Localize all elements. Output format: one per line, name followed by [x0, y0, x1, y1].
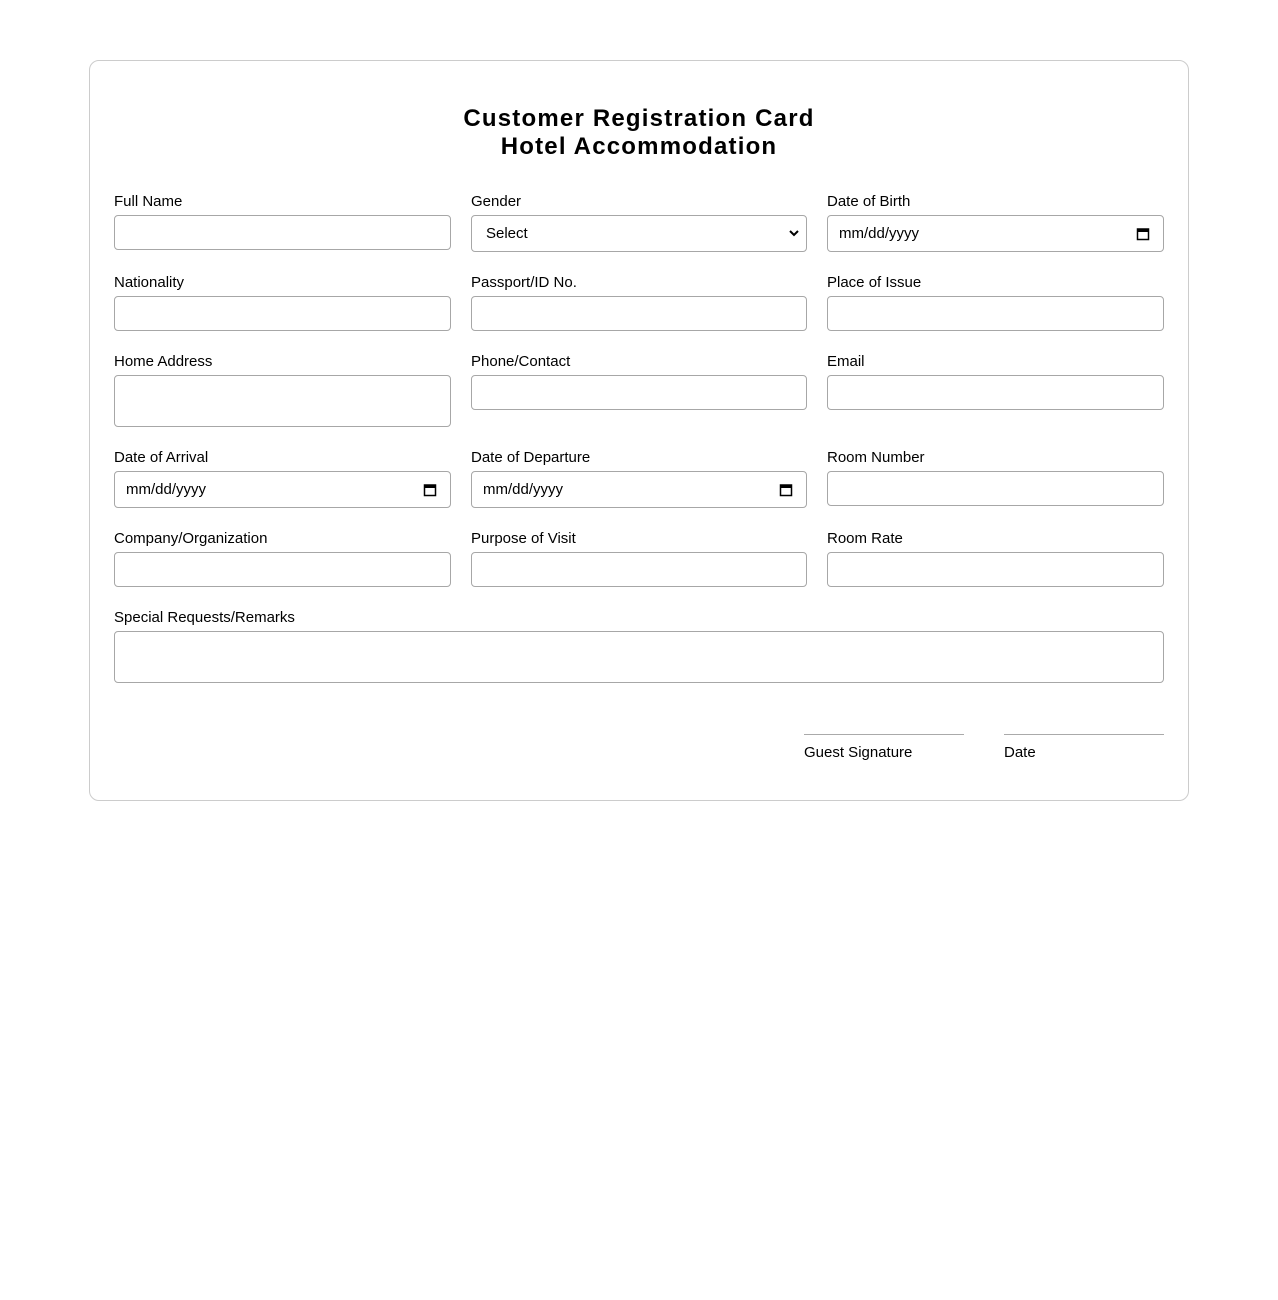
date-of-birth-label: Date of Birth	[827, 193, 911, 210]
place-of-issue-label: Place of Issue	[827, 274, 922, 291]
phone-contact-field	[471, 353, 807, 427]
nationality-input[interactable]	[114, 296, 451, 331]
date-of-departure-input[interactable]	[471, 471, 807, 508]
guest-signature-label: Guest Signature	[804, 744, 913, 761]
purpose-of-visit-input[interactable]	[471, 552, 807, 587]
gender-label: Gender	[471, 193, 522, 210]
full-name-input[interactable]	[114, 215, 451, 250]
room-number-label: Room Number	[827, 449, 925, 466]
email-field	[827, 353, 1164, 427]
signature-date-line	[1004, 734, 1164, 735]
purpose-of-visit-label: Purpose of Visit	[471, 530, 576, 547]
room-rate-field	[827, 530, 1164, 587]
place-of-issue-field	[827, 274, 1164, 331]
signature-date-block	[1004, 734, 1164, 762]
nationality-label: Nationality	[114, 274, 185, 291]
date-of-birth-field	[827, 193, 1164, 252]
calendar-icon[interactable]	[1136, 227, 1150, 241]
guest-signature-block	[804, 734, 964, 762]
date-of-departure-placeholder: mm/dd/yyyy	[483, 481, 564, 498]
company-input[interactable]	[114, 552, 451, 587]
date-of-departure-label: Date of Departure	[471, 449, 591, 466]
home-address-textarea[interactable]	[114, 375, 451, 427]
company-field	[114, 530, 451, 587]
home-address-label: Home Address	[114, 353, 213, 370]
passport-id-input[interactable]	[471, 296, 807, 331]
room-rate-label: Room Rate	[827, 530, 903, 547]
passport-id-label: Passport/ID No.	[471, 274, 577, 291]
nationality-field	[114, 274, 451, 331]
phone-contact-input[interactable]	[471, 375, 807, 410]
form-grid	[114, 193, 1164, 705]
purpose-of-visit-field	[471, 530, 807, 587]
email-label: Email	[827, 353, 865, 370]
date-of-arrival-label: Date of Arrival	[114, 449, 209, 466]
special-requests-textarea[interactable]	[114, 631, 1164, 683]
room-number-input[interactable]	[827, 471, 1164, 506]
special-requests-label: Special Requests/Remarks	[114, 609, 295, 626]
gender-field	[471, 193, 807, 252]
place-of-issue-input[interactable]	[827, 296, 1164, 331]
full-name-field	[114, 193, 451, 252]
email-input[interactable]	[827, 375, 1164, 410]
room-rate-input[interactable]	[827, 552, 1164, 587]
gender-selected-value: Select	[486, 225, 528, 242]
date-of-arrival-input[interactable]	[114, 471, 451, 508]
registration-card	[89, 60, 1189, 801]
date-of-birth-placeholder: mm/dd/yyyy	[839, 225, 920, 242]
calendar-icon[interactable]	[779, 483, 793, 497]
gender-select[interactable]	[471, 215, 807, 252]
room-number-field	[827, 449, 1164, 508]
passport-id-field	[471, 274, 807, 331]
chevron-down-icon	[788, 228, 800, 240]
company-label: Company/Organization	[114, 530, 268, 547]
title-line-1: Customer Registration Card	[463, 105, 815, 132]
title-line-2: Hotel Accommodation	[500, 133, 778, 160]
full-name-label: Full Name	[114, 193, 183, 210]
calendar-icon[interactable]	[423, 483, 437, 497]
page-title	[90, 105, 1188, 161]
phone-contact-label: Phone/Contact	[471, 353, 571, 370]
date-of-arrival-placeholder: mm/dd/yyyy	[126, 481, 207, 498]
guest-signature-line	[804, 734, 964, 735]
date-of-arrival-field	[114, 449, 451, 508]
date-of-birth-input[interactable]	[827, 215, 1164, 252]
home-address-field	[114, 353, 451, 427]
date-of-departure-field	[471, 449, 807, 508]
signature-date-label: Date	[1004, 744, 1036, 761]
special-requests-field	[114, 609, 1164, 683]
